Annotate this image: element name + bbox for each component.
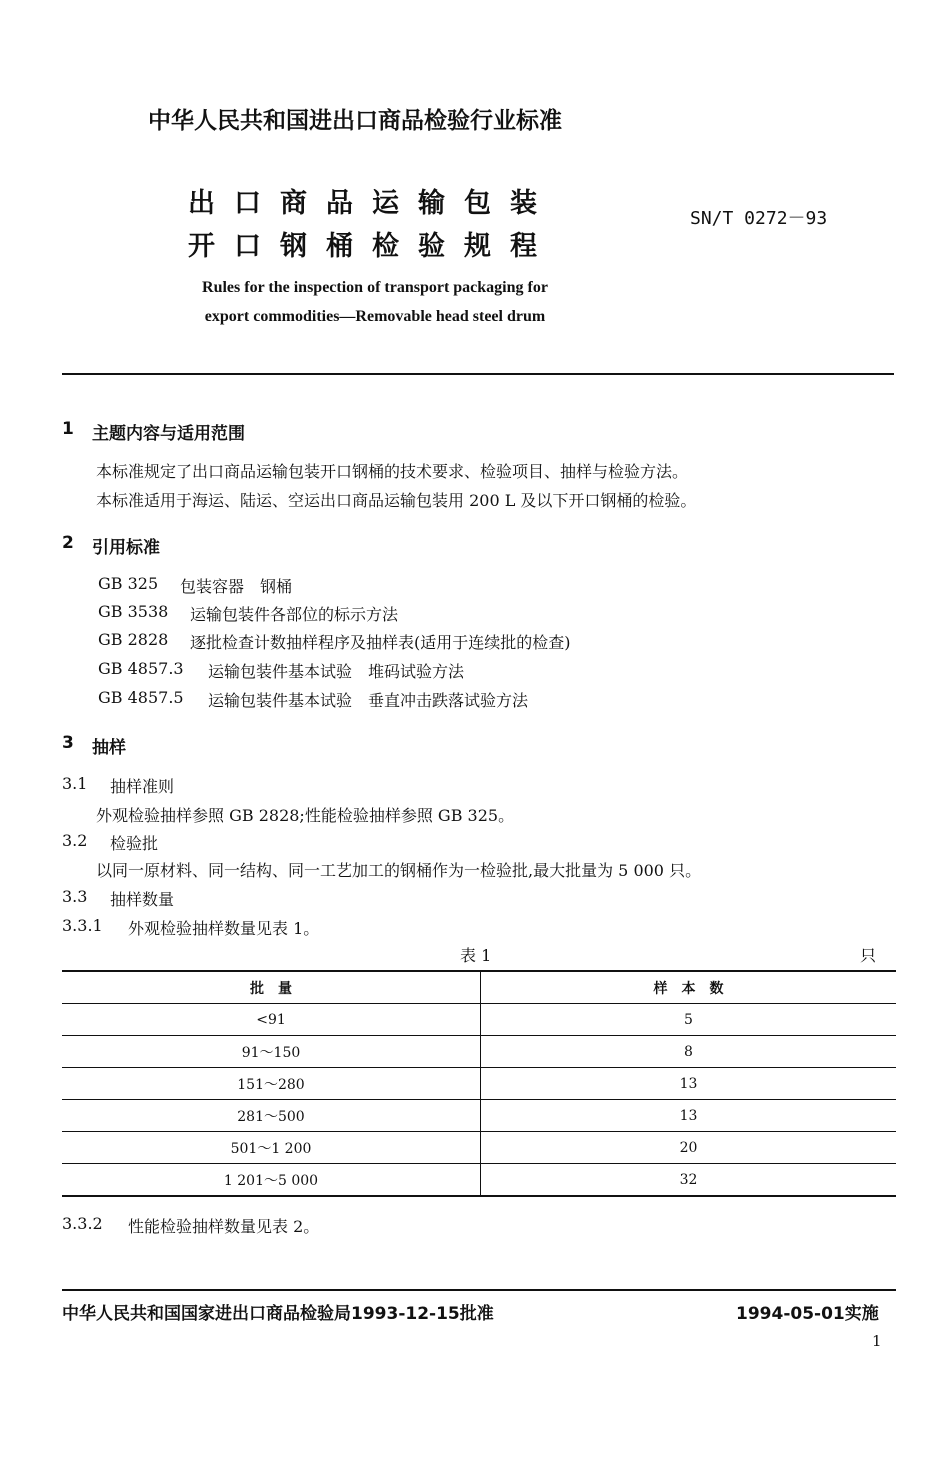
- section-3-1-title: 抽样准则: [110, 777, 175, 796]
- table-1-caption: 表 1: [460, 946, 492, 965]
- table-cell-sample: 5: [481, 1004, 897, 1036]
- section-3-1-text: 外观检验抽样参照 GB 2828;性能检验抽样参照 GB 325。: [96, 806, 515, 825]
- ref-name: 运输包装件基本试验 堆码试验方法: [208, 662, 465, 681]
- implementation-date: 1994-05-01实施: [736, 1304, 879, 1324]
- table-row: [62, 1068, 896, 1100]
- sampling-table: [62, 970, 896, 1197]
- approval-line: 中华人民共和国国家进出口商品检验局1993-12-15批准: [62, 1304, 494, 1324]
- table-cell-batch: 91～150: [62, 1036, 481, 1068]
- title-en-line-1: Rules for the inspection of transport packaging for: [202, 279, 548, 296]
- table-cell-batch: 151～280: [62, 1068, 481, 1100]
- standard-header: 中华人民共和国进出口商品检验行业标准: [148, 108, 562, 134]
- table-row: [62, 1164, 896, 1197]
- table-row: [62, 1036, 896, 1068]
- section-3-3-2-text: 性能检验抽样数量见表 2。: [128, 1217, 320, 1236]
- section-3-3-1-text: 外观检验抽样数量见表 1。: [128, 919, 320, 938]
- section-3-3-title: 抽样数量: [110, 890, 175, 909]
- table-cell-batch: <91: [62, 1004, 481, 1036]
- section-3-3-1-number: 3.3.1: [62, 916, 103, 935]
- ref-name: 逐批检查计数抽样程序及抽样表(适用于连续批的检查): [190, 633, 571, 652]
- table-row: [62, 1004, 896, 1036]
- section-3-3-2-number: 3.3.2: [62, 1214, 103, 1233]
- table-row: [62, 1132, 896, 1164]
- section-3-2-number: 3.2: [62, 831, 88, 850]
- section-3-2-title: 检验批: [110, 834, 159, 853]
- footer-divider: [62, 1289, 896, 1291]
- standard-code: SN/T 0272－93: [690, 208, 828, 229]
- title-cn-line-2: 开口钢桶检验规程: [188, 231, 556, 262]
- ref-code: GB 4857.3: [98, 659, 184, 678]
- table-cell-batch: 1 201～5 000: [62, 1164, 481, 1197]
- table-cell-batch: 501～1 200: [62, 1132, 481, 1164]
- page-number: 1: [872, 1332, 882, 1350]
- table-cell-sample: 8: [481, 1036, 897, 1068]
- section-3-2-text: 以同一原材料、同一结构、同一工艺加工的钢桶作为一检验批,最大批量为 5 000 只。: [96, 861, 702, 880]
- ref-code: GB 2828: [98, 630, 169, 649]
- table-row: [62, 1100, 896, 1132]
- section-3-1-number: 3.1: [62, 774, 88, 793]
- section-1-number: 1: [62, 419, 74, 439]
- ref-name: 包装容器 钢桶: [180, 577, 293, 596]
- section-1-para-1: 本标准规定了出口商品运输包装开口钢桶的技术要求、检验项目、抽样与检验方法。: [96, 462, 689, 481]
- section-1-para-2: 本标准适用于海运、陆运、空运出口商品运输包装用 200 L 及以下开口钢桶的检验。: [96, 491, 697, 510]
- section-3-3-number: 3.3: [62, 887, 88, 906]
- section-2-title: 引用标准: [92, 538, 160, 558]
- title-en-line-2: export commodities—Removable head steel drum: [204, 308, 546, 325]
- ref-name: 运输包装件各部位的标示方法: [190, 605, 399, 624]
- table-cell-sample: 13: [481, 1100, 897, 1132]
- table-cell-sample: 20: [481, 1132, 897, 1164]
- ref-code: GB 3538: [98, 602, 169, 621]
- table-1-unit: 只: [860, 946, 877, 965]
- section-2-number: 2: [62, 533, 74, 553]
- table-cell-sample: 32: [481, 1164, 897, 1197]
- header-divider: [62, 373, 894, 375]
- section-3-title: 抽样: [92, 738, 126, 758]
- ref-name: 运输包装件基本试验 垂直冲击跌落试验方法: [208, 691, 529, 710]
- title-cn-line-1: 出口商品运输包装: [188, 188, 556, 219]
- section-1-title: 主题内容与适用范围: [92, 424, 245, 444]
- table-header-sample: 样 本 数: [481, 971, 897, 1004]
- section-3-number: 3: [62, 733, 74, 753]
- ref-code: GB 325: [98, 574, 159, 593]
- table-cell-sample: 13: [481, 1068, 897, 1100]
- table-header-batch: 批 量: [62, 971, 481, 1004]
- ref-code: GB 4857.5: [98, 688, 184, 707]
- table-header-row: [62, 971, 896, 1004]
- table-cell-batch: 281～500: [62, 1100, 481, 1132]
